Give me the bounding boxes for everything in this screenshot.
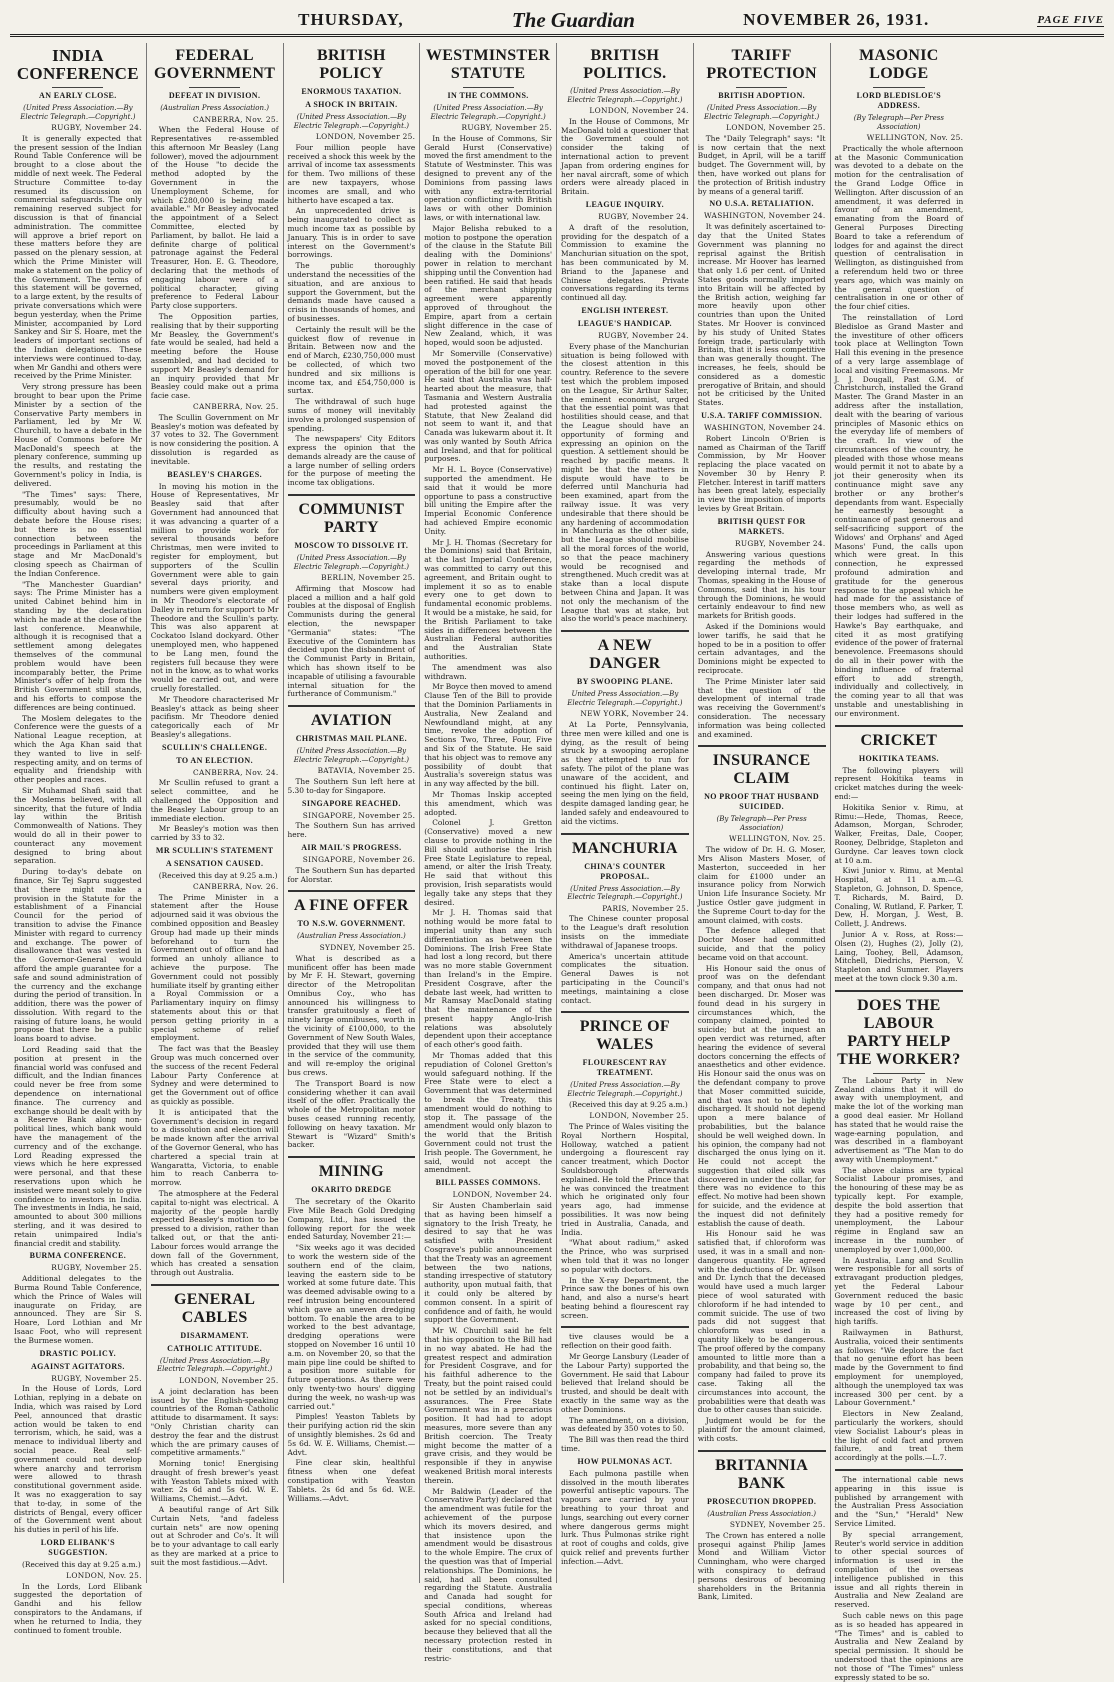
paragraph: The Southern Sun left here at 5.30 to-day for Singapore. bbox=[287, 777, 416, 795]
dateline: LONDON, November 25. bbox=[726, 123, 826, 132]
headline: WESTMINSTER STATUTE bbox=[426, 47, 551, 82]
paragraph: Lord Reading said that the position at present in the financial world was confused and difficult, and the Indian finances could never be free from some dependence on international finance. The currency and exchange should be dealt with by a Reserve Bank along non-political lines, which bank would have the management of the currency and of the exchange. Lord Reading expressed the views which he here expressed were personal, and that these reservations upon which he insisted were meant solely to give confidence to investors in India. The investments in India, he said, amounted to about 300 millions sterling, and it was desired to retain unimpaired India's financial credit and stability. bbox=[14, 1045, 142, 1248]
paragraph: Very strong pressure has been brought to bear upon the Prime Minister by a section of the Conservative Party members in Parliament, led by Mr W. Churchill, to have a debate in the House of Commons before Mr MacDonald's speech at the plenary conference, summing up the results, and restating the Government's policy in India, is delivered. bbox=[14, 382, 142, 488]
article-labour-party bbox=[835, 997, 964, 1463]
paragraph: The "Daily Telegraph" says: "It is now certain that the next Budget, in April, will be a tariff budget. The Government will, by then, have worked out plans for the protection of British industry by means of a general tariff. bbox=[697, 133, 826, 196]
headline: AVIATION bbox=[310, 712, 392, 730]
dateline: RUGBY, November 24. bbox=[51, 123, 142, 132]
dateline: RUGBY, November 25. bbox=[461, 123, 552, 132]
subheading: CHRISTMAS MAIL PLANE. bbox=[295, 734, 408, 744]
subheading: SCULLIN'S CHALLENGE. bbox=[161, 742, 268, 752]
subheading: DRASTIC POLICY. bbox=[39, 1348, 117, 1358]
article-aviation bbox=[288, 712, 416, 884]
paragraph: Four million people have received a shock this week by the arrival of income tax assessments for them. Two millions of these are new taxpayers, whose incomes are small, and who hitherto have escaped a tax. bbox=[287, 142, 416, 205]
headline: CRICKET bbox=[860, 731, 938, 749]
subheading: DEFEAT IN DIVISION. bbox=[168, 91, 261, 100]
dateline: PARIS, November 25. bbox=[602, 903, 689, 913]
subheading: SINGAPORE REACHED. bbox=[301, 798, 401, 808]
paragraph: The reinstallation of Lord Bledisloe as Grand Master and the investiture of other officers took place at Wellington Town Hall this evening in the presence of a very large assemblage of local and visiting Freemasons. Mr J. J. Dougall, Past G.M. of Christchurch, installed the Grand Master. The Grand Master in an address after the installation, dealt with the bearing of various principles of Masonic ethics on the everyday life of members of the craft. In view of the circumstances of the country, he pleaded with those whose means would permit it not to abate by a jot their generosity when its continuance might save any brother or any brother's dependants from want. Especially he earnestly besought a continuance of past generous and self-sacrificing support of the Widows' and Orphans' and Aged Masons' Fund, the calls upon which were great. In this connection, he expressed profound admiration and gratitude for the generous response to the appeal which he had made for the assistance of those members who, as well as their lodges had suffered in the Hawke's Bay earthquake, and cited it as most gratifying evidence of the power of fraternal benevolence. Freemasons should do all in their power with the binding influence of fraternal effort to add strength, individually and collectively, in the coming year to all that was unstable and unestablishing in our environment. bbox=[834, 312, 964, 718]
dateline: WELLINGTON, Nov. 25. bbox=[866, 133, 964, 142]
headline: BRITISH POLITICS. bbox=[583, 47, 667, 82]
dateline: WASHINGTON, November 24. bbox=[704, 422, 826, 432]
dateline: LONDON, November 25. bbox=[315, 132, 416, 141]
headline: PRINCE OF WALES bbox=[579, 1018, 670, 1054]
paragraph: It was definitely ascertained to-day that the United States Government was planning no reprisal against the British increase. Mr Hoover has learned that only 1.6 per cent. of United States goods normally imported into Britain will be affected by the British action, weighing far more heavily upon other countries than upon the United States. Mr Hoover is convinced by his study of United States foreign trade, particularly with Britain, that it is less competitive than was generally thought. The increases, he feels, should be considered as a domestic prerogative of Britain, and should not be criticised by the United States. bbox=[697, 222, 826, 408]
paragraph: His Honour said he was satisfied that, if chloroform was used, it was in a small and non-dangerous quantity. He agreed with the deductions of Dr. Wilson and Dr. Lynch that the deceased would have used a much larger piece of wool saturated with chloroform if he had intended to commit suicide. The use of two pads did not suggest that chloroform was used in a quantity likely to be dangerous. The proof offered by the company amounted to little more than a probability, and that being so, the company had failed to prove its case. Taking all the circumstances into account, the probabilities were that death was due to other causes than suicide. bbox=[697, 1229, 826, 1415]
paragraph: The Labour Party in New Zealand claims that it will do away with unemployment, and make the lot of the working man a good deal easier. Mr Holland has stated that he would raise the wage-earning population, and was described in a flamboyant advertisement as "The Man to do away with Unemployment." bbox=[834, 1075, 964, 1164]
article-britannia-bank bbox=[698, 1457, 826, 1603]
headline: MINING bbox=[318, 1163, 384, 1181]
paragraph: Every phase of the Manchurian situation is being followed with the closest attention in this country. Reference to the severe test which the problem imposed on the League, Sir Arthur Salter, the eminent economist, urged that the essential point was that hostilities should cease, and that the League should have an opportunity of forming and expressing an opinion on the question. A settlement should be reached by pacific means. It might be that the matters in dispute would have to be deferred until Manchuria had been examined, apart from the railway issue. It was very undesirable that there should be any hardening of accommodation in Manchuria as the other side, but the League should mobilise all the moral forces of the world, so that the peace machinery would be recognised and strengthened. Much credit was at stake than a local dispute between China and Japan. It was not only the mechanism of the League that was at stake, but also the world's peace machinery. bbox=[561, 341, 689, 624]
paragraph: Mr W. Churchill said he felt that his opposition to the Bill had in no way abated. He had the greatest respect and admiration for President Cosgrave, and for his faithful adherence to the Treaty, but the point raised could not be settled by an individual's assurances. The Free State Government was in a precarious position. It had had to adopt measures, more severe than any British coercion. The Treaty might become the matter of a grave crisis, and they would be responsible if they in anywise weakened British moral interests therein. bbox=[424, 1326, 552, 1485]
column-6 bbox=[694, 43, 831, 1602]
paragraph: Robert Lincoln O'Brien is named as Chairman of the Tariff Commission, by Mr Hoover replacing the place vacated on November 30 by Henry P. Fletcher. Interest in tariff matters has been great lately, especially in view the imposition of imports levies by Great Britain. bbox=[697, 433, 826, 514]
subheading: LEAGUE'S HANDICAP. bbox=[577, 318, 672, 328]
headline: FEDERAL GOVERNMENT bbox=[154, 47, 276, 82]
dateline: RUGBY, November 24. bbox=[598, 330, 689, 340]
paragraph: An unprecedented drive is being inaugurated to collect as much income tax as possible by January. This is in order to save interest on the Government's borrowings. bbox=[287, 206, 416, 260]
paragraph: By special arrangement, Reuter's world service in addition to other special sources of information is used in the compilation of the overseas intelligence published in this issue and all rights therein in Australia and New Zealand are reserved. bbox=[834, 1529, 964, 1610]
agency-credit: (United Press Association.—By Electric Telegraph.—Copyright.) bbox=[704, 104, 820, 121]
article-insurance-claim bbox=[698, 752, 826, 1443]
subheading: CATHOLIC ATTITUDE. bbox=[167, 1343, 263, 1353]
subheading: ENORMOUS TAXATION. bbox=[301, 87, 402, 96]
subheading: MR SCULLIN'S STATEMENT bbox=[155, 846, 274, 856]
subheading: BILL PASSES COMMONS. bbox=[435, 1178, 541, 1188]
article-prince-of-wales bbox=[561, 1018, 689, 1320]
paragraph: Major Belisha rebuked to a motion to postpone the operation of the clause in the Statute Bill dealing with the Dominions' power in relation to merchant shipping until the Convention had been ratified. He said that heads of the merchant shipping agreement were apparently approved of throughout the Empire, apart from a certain slight difference in the case of New Zealand, which, it was hoped, would soon be adjusted. bbox=[424, 223, 552, 348]
column-7 bbox=[831, 43, 968, 1682]
paragraph: "The Manchester Guardian" says: The Prime Minister has a united Cabinet behind him in standing by the declaration which he made at the close of the last conference. Meanwhile, although it is recognised that a settlement among delegates themselves of the communal problem would have been incomparably better, the Prime Minister's offer of help from the British Government still stands, and his efforts to compose the differences are being continued. bbox=[14, 579, 142, 712]
paragraph: "What about radium," asked the Prince, who was surprised when told that it was no longer so popular with doctors. bbox=[561, 1238, 689, 1274]
paragraph: The Moslem delegates to the Conference were the guests of a National League reception, at which the Aga Khan said that they wanted to live in self-respecting amity, and on terms of equality and friendship with other peoples and races. bbox=[14, 713, 142, 785]
article-british-policy bbox=[288, 47, 416, 488]
agency-credit: (Australian Press Association.) bbox=[297, 932, 406, 941]
headline: A FINE OFFER bbox=[294, 897, 409, 915]
column-3 bbox=[284, 43, 421, 1583]
paragraph: Mr J. H. Thomas (Secretary for the Dominions) said that Britain, at the last Imperial Conference, was committed to carry out this agreement, and Britain ought to implement it so as to enable every one to get down to fundamental economic problems. It would be a mistake, he said, for the British Parliament to take sides in differences between the Australian Federal authorities and the Australian State authorities. bbox=[424, 537, 552, 662]
dateline: RUGBY, November 24. bbox=[598, 211, 689, 221]
subheading: BEASLEY'S CHARGES. bbox=[167, 469, 263, 479]
paragraph: Mr Beasley's motion was then carried by 33 to 32. bbox=[150, 824, 279, 843]
subheading: TO AN ELECTION. bbox=[176, 755, 253, 765]
paragraph: The Prime Minister in a statement after the House adjourned said it was obvious the combined opposition and Beasley Group had made up their minds beforehand to turn the Government out of office and had formed an unholy alliance to achieve the purpose. The Government could not possibly humiliate itself by granting either a Royal Commission or a Parliamentary inquiry on flimsy statements about this or that person getting priority in a special scheme of relief employment. bbox=[150, 892, 279, 1043]
paragraph: Affirming that Moscow had placed a million and a half gold roubles at the disposal of English Communists during the general election, the newspaper "Germania" states: "The Executive of the Comintern has decided upon the disbandment of the Communist Party in Britain, which has shown itself to be incapable of utilising a favourable internal situation for the furtherance of Communism." bbox=[287, 583, 416, 699]
article-federal-government bbox=[151, 47, 279, 1278]
paragraph: The public thoroughly understand the necessities of the situation, and are anxious to support the Government, but the demands made have caused a crisis in thousands of homes, and of businesses. bbox=[287, 261, 416, 323]
headline: BRITANNIA BANK bbox=[715, 1456, 809, 1492]
paragraph: The following players will represent Hokitika teams in cricket matches during the week-end:— bbox=[834, 765, 964, 801]
agency-credit: (By Telegraph—Per Press Association) bbox=[716, 815, 807, 832]
paragraph: Kiwi Junior v. Rimu, at Mental Hospital, at 11 a.m.—G. Stapleton, G. Johnson, D. Spence, T. Richards, M. Baird, D. Conaling, W. Rutland, F. Parker, T. Dew, H. Morgan, J. West, B. Collett, J. Andrews. bbox=[834, 866, 964, 929]
paragraph: Mr Boyce then moved to amend Clause Ten of the Bill to provide that the Dominion Parliaments in Australia, New Zealand and Newfoundland might, at any time, revoke the adoption of Sections Two, Three, Four, Five and Six of the Statute. He said that his object was to remove any possibility of doubt that Australia's sovereign status was in any way affected by the bill. bbox=[424, 682, 552, 789]
subheading: NO PROOF THAT HUSBAND SUICIDED. bbox=[704, 792, 820, 812]
subheading: LORD BLEDISLOE'S ADDRESS. bbox=[856, 91, 942, 110]
paragraph: Sir Muhamad Shafi said that the Moslems believed, with all sincerity, that the future of India lay within the British Commonwealth of Nations. They would do all in their power to counteract any movement designed to bring about separation. bbox=[14, 785, 142, 866]
paragraph: Mr Thomas Inskip accepted this amendment, which was adopted. bbox=[424, 789, 552, 817]
paragraph: It is anticipated that the Government's decision in regard to a dissolution and election will be made known after the arrival of the Governor General, who has chartered a special train at Wangaratta, Victoria, to enable him to reach Canberra to-morrow. bbox=[150, 1107, 279, 1188]
agency-credit: (United Press Association.—By Electric Telegraph.—Copyright.) bbox=[293, 747, 409, 764]
paragraph: Answering various questions regarding the methods of developing internal trade, Mr Thomas, speaking in the House of Commons, said that in his tour through the Dominions, he would certainly endeavour to find new markets for British goods. bbox=[697, 549, 826, 621]
page-label: PAGE FIVE bbox=[1037, 13, 1104, 26]
article-communist-party bbox=[288, 501, 416, 699]
agency-credit: (United Press Association.—By Electric Telegraph.—Copyright.) bbox=[567, 884, 683, 902]
paragraph: Mr Scullin refused to grant a select committee, and he challenged the Opposition and the Beasley Labour group to an immediate election. bbox=[150, 778, 279, 823]
paragraph: In the Lords, Lord Elibank suggested the deportation of Gandhi and his fellow conspirators to the Andamans, if when he returned to India, they continued to foment trouble. bbox=[14, 1581, 142, 1635]
paragraph: Mr Thomas added that this repudiation of Colonel Gretton's would safeguard nothing. If the Free State were to elect a Government that was determined to break the Treaty, this amendment would do nothing to stop it. The passage of the amendment would only blazon to the world that the British Government could not trust the Irish people. The Government, he said, would not accept the amendment. bbox=[424, 1051, 552, 1175]
subheading: LORD ELIBANK'S SUGGESTION. bbox=[40, 1537, 116, 1557]
paragraph: The Transport Board is now considering whether it can avail itself of the offer. Practically the whole of the Metropolitan motor buses ceased running recently, following on heavy taxation. Mr Stewart is "Wizard" Smith's backer. bbox=[287, 1078, 416, 1150]
paragraph: The Opposition parties, realising that by their supporting Mr Beasley, the Government's fate would be sealed, had held a meeting before the House assembled, and had decided to support Mr Beasley's demand for an inquiry provided that Mr Beasley could make out a prima facie case. bbox=[150, 312, 279, 401]
article-british-politics bbox=[561, 47, 689, 624]
paragraph: (Received this day at 9.25 a.m.) bbox=[22, 1559, 141, 1569]
paragraph: Electors in New Zealand, particularly the workers, should view Socialist Labour's pleas in the light of cold fact and proven failure, and treat them accordingly at the polls.—L.7. bbox=[834, 1409, 964, 1463]
advertisement: A beautiful range of Art Silk Curtain Nets, "and fadeless curtain nets" are now opening out at Schroder and Co's. It will be to your advantage to call early as they are marked at a price to suit the most fastidious.—Advt. bbox=[150, 1505, 279, 1567]
article-mining bbox=[288, 1163, 416, 1503]
article-india-conference bbox=[14, 47, 142, 1635]
paragraph: The amendment was also withdrawn. bbox=[424, 662, 552, 681]
subheading: FLOURESCENT RAY TREATMENT. bbox=[582, 1058, 668, 1078]
paragraph: (Received this day at 9.25 a.m.) bbox=[158, 871, 278, 881]
agency-credit: (United Press Association.—By Electric Telegraph.—Copyright.) bbox=[567, 1081, 683, 1098]
subheading: AN EARLY CLOSE. bbox=[39, 91, 117, 100]
dateline: CANBERRA, Nov. 25. bbox=[192, 114, 279, 124]
paragraph: In the X-ray Department, the Prince saw the bones of his own hand, and also a nurse's heart beating behind a flourescent ray screen. bbox=[561, 1275, 689, 1320]
paragraph: Mr George Lansbury (Leader of the Labour Party) supported the Government. He said that Labour believed that Ireland should be trusted, and should be dealt with exactly in the same way as the other Dominions. bbox=[561, 1352, 689, 1414]
paragraph: Colonel J. Gretton (Conservative) moved a new clause to provide nothing in the Bill should authorise the Irish Free State Legislature to repeal, amend, or alter the Irish Treaty. He said that without this provision, Irish separatists would legally take any steps that they desired. bbox=[424, 818, 552, 907]
paragraph: Hokitika Senior v. Rimu, at Rimu:—Hede, Thomas, Reece, Adamson, Morgan, Schroder, Walker, Freitas, Dale, Cooper, Rooney, Delbridge, Stapleton and Gurdyne. Car leaves town clock at 10 a.m. bbox=[834, 802, 964, 865]
paragraph: The Southern Sun has departed for Alorstar. bbox=[287, 865, 416, 884]
paragraph: The Bill was then read the third time. bbox=[561, 1435, 689, 1454]
paragraph: During to-day's debate on finance, Sir Tej Sapru suggested that there might make a provision in the Statute for the establishment of a Financial Council for the period of transition to advise the Finance Minister with regard to currency and exchange. The power of disallowance that was vested in the Governor-General would afford the ample guarantee for a safe and sound administration of the currency and the exchange during the period of transition. In addition, there was the power of dissolution. With regard to the raising of future loans, he would propose that there be a public loans board to advise. bbox=[14, 867, 142, 1044]
paragraph: The defence alleged that Doctor Moser had committed suicide, and that the policy became void on that account. bbox=[697, 926, 826, 962]
paragraph: The amendment, on a division, was defeated by 350 votes to 50. bbox=[561, 1415, 689, 1434]
dateline: WELLINGTON, Nov. 25. bbox=[729, 834, 826, 844]
paragraph: Mr J. H. Thomas said that nothing would be more fatal to imperial unity than any such differentiation as between the Dominions. The Irish Free State had lost a long record, but there was no more stable Government than Ireland's in the Empire. President Cosgrave, after the debate last week, had written to Mr Ramsay MacDonald stating that the maintenance of the present happy Anglo-Irish relations was absolutely dependent upon their acceptance of each other's good faith. bbox=[424, 908, 552, 1050]
paragraph: The Scullin Government on Mr Beasley's motion was defeated by 37 votes to 32. The Government is now considering the position. A dissolution is regarded as inevitable. bbox=[150, 412, 279, 466]
subheading: HOW PULMONAS ACT. bbox=[577, 1456, 673, 1466]
paragraph: In the House of Commons, Mr MacDonald told a questioner that the Government could not consider the taking of international action to prevent Japan from ordering engines for her naval aircraft, some of which orders were already placed in Britain. bbox=[561, 116, 689, 197]
subheading: AGAINST AGITATORS. bbox=[31, 1361, 125, 1371]
columns bbox=[10, 43, 1104, 1682]
dateline: SINGAPORE, November 26. bbox=[302, 855, 416, 865]
column-2 bbox=[147, 43, 284, 1583]
article-continued bbox=[561, 1333, 689, 1566]
issue-day: THURSDAY, bbox=[298, 10, 404, 29]
paper-title: The Guardian bbox=[511, 7, 635, 32]
subheading: MOSCOW TO DISSOLVE IT. bbox=[294, 541, 409, 551]
headline: MASONIC LODGE bbox=[859, 47, 939, 82]
headline: COMMUNIST PARTY bbox=[298, 501, 405, 537]
dateline: CANBERRA, Nov. 25. bbox=[192, 402, 279, 411]
dateline: CANBERRA, Nov. 26. bbox=[192, 881, 279, 891]
paragraph: When the Federal House of Representatives re-assembled this afternoon Mr Beasley (Lang follower), moved the adjournment of the House "to decide the method adopted by the Government in the Unemployment Scheme, for which £280,000 is being made available." Mr Beasley advocated the appointment of a Select Committee, elected by Parliament, by ballot. He laid a definite charge of political patronage against the Federal Treasurer, Hon. E. G. Theodore, declaring that the methods of engaging labour were of a political character, giving preference to Federal Labour Party close supporters. bbox=[150, 125, 279, 311]
agency-credit: (United Press Association.—By Electric Telegraph.—Copyright.) bbox=[293, 113, 409, 130]
paragraph: "The Times" says: There, presumably, would be no difficulty about having such a debate before the House rises; but there is no essential connection between the proceedings in Parliament at this stage and Mr MacDonald's closing speech as Chairman of the Indian Conference. bbox=[14, 489, 142, 578]
paragraph: In the House of Commons, Sir Gerald Hurst (Conservative) moved the first amendment to the Statute of Westminster. This was designed to prevent any of the Dominions from passing laws with any extra-territorial operation conflicting with British laws or with other Dominion laws, or with international law. bbox=[424, 133, 552, 222]
dateline: RUGBY, November 25. bbox=[51, 1263, 142, 1273]
paragraph: The atmosphere at the Federal capital to-night was electrical. A majority of the people hardly expected Beasley's motion to be pressed to a division, rather than talked out, or that the anti-Labour forces would arrange the down fall of the Government, which has created a sensation through out Australia. bbox=[150, 1188, 279, 1278]
article-manchuria bbox=[561, 840, 689, 1006]
column-1 bbox=[10, 43, 147, 1635]
subheading: ENGLISH INTEREST. bbox=[581, 305, 669, 315]
subheading: BURMA CONFERENCE. bbox=[29, 1251, 127, 1261]
dateline: WASHINGTON, November 24. bbox=[704, 211, 826, 221]
paragraph: In moving his motion in the House of Representatives, Mr Beasley said that after Government had announced that it was advancing a quarter of a million to provide work for several thousands before Christmas, men were invited to register for employment, but supporters of the Scullin Government were able to gain several days priority, and numbers were given employment in Mr Theodore's electorate of Dalley in return for support to Mr Theodore and the Scullin's party. This was also apparent at Cockatoo Island dockyard. Other unemployed men, who happened to be Lang men, found the registers full because they were not in the know, as to what works would be carried out, and were cruelly forestalled. bbox=[150, 481, 279, 693]
paragraph: The withdrawal of such huge sums of money will inevitably involve a prolonged suspension of spending. bbox=[287, 397, 416, 433]
paragraph: The Prince of Wales visiting the Royal Northern Hospital, Holloway, watched a patient undergoing a flourescent ray cancer treatment, which Doctor Souldsborough afterwards explained. He told the Prince that he was convinced the treatment which he originated only four years ago, had immense possibilities. It was now being tried in Australia, Canada, and India. bbox=[561, 1121, 689, 1237]
headline: INDIA CONFERENCE bbox=[16, 46, 139, 83]
agency-credit: United Press Association.—By Electric Telegraph.—Copyright.) bbox=[567, 690, 683, 707]
paragraph: A joint declaration has been issued by the English-speaking countries of the Roman Catholic attitude to disarmament. It says: "Only Christian charity can destroy the fear and the distrust which the are primary causes of competitive armaments." bbox=[150, 1386, 279, 1458]
subheading: IN THE COMMONS. bbox=[447, 91, 529, 100]
article-masonic-lodge bbox=[835, 47, 964, 719]
paragraph: The Prime Minister later said that the question of the development of internal trade was receiving the Government's consideration. The necessary information was being collected and examined. bbox=[697, 676, 826, 739]
subheading: LEAGUE INQUIRY. bbox=[585, 199, 665, 209]
dateline: NEW YORK, November 24. bbox=[580, 709, 689, 719]
paragraph: It is generally expected that the present session of the Indian Round Table Conference will be brought to a close about the middle of next week. The Federal Structure Committee to-day resumed its discussion on commercial safeguards. The only remaining reserved subject for discussion is that of financial administration. The committee will approve a brief report on these matters before they are passed on the plenary session, at which the Prime Minister will make a statement on the policy of the Government. The terms of this statement will be governed, to a large extent, by the results of private conversations which were begun yesterday, when the Prime Minister, accompanied by Lord Sankey and Sir S. Hoare, met the leaders of important sections of the Indian delegations. These interviews were continued to-day, when Mr Gandhi and others were received by the Prime Minister. bbox=[14, 133, 142, 381]
headline: TARIFF PROTECTION bbox=[706, 47, 817, 82]
headline: GENERAL CABLES bbox=[174, 1290, 256, 1326]
paragraph: Such cable news on this page as is so headed has appeared in "The Times" and is cabled to Australia and New Zealand by special permission. It should be understood that the opinions are not those of "The Times" unless expressly stated to be so. bbox=[834, 1610, 964, 1682]
article-cricket bbox=[835, 732, 964, 984]
subheading: OKARITO DREDGE bbox=[311, 1185, 392, 1195]
column-5 bbox=[557, 43, 694, 1583]
dateline: BERLIN, November 25. bbox=[321, 573, 416, 583]
paragraph: His Honour said the onus of proof was on the defendant company, and that onus had not been discharged. Dr. Moser was found dead in his surgery in circumstances which, the company claimed, pointed to suicide; but at the inquest an open verdict was returned, after hearing the evidence of several doctors concerning the effects of anaesthetics and other evidence. His Honour said the onus was on the defendant company to prove that Moser committed suicide, and that was not to be lightly discharged. It should not depend upon a mere balance of probabilities, but the balance should be well weighed down. In his opinion, the company had not discharged the onus lying on it. He could not accept the suggestion that oiled silk was discovered in under the collar, for there was no evidence to this effect. No motive had been shown for suicide, and the evidence at the inquest did not definitely establish the cause of death. bbox=[697, 963, 826, 1228]
paragraph: "Six weeks ago it was decided to work the western side of the southern end of the claim, leaving the eastern side to be worked at some future date. This was deemed advisable owing to a reef intrusion being encountered which gave an uneven dredging bottom. To enable the area to be worked to the best advantage, dredging operations were stopped on November 16 until 10 a.m. on November 20, so that the main pipe line could be shifted to a position more suitable for future operations. As there were only twenty-two hours' digging during the week, no wash-up was carried out." bbox=[287, 1243, 416, 1411]
paragraph: The Southern Sun has arrived here. bbox=[287, 821, 416, 840]
issue-date: NOVEMBER 26, 1931. bbox=[743, 10, 930, 29]
dateline: SYDNEY, November 25. bbox=[319, 942, 416, 952]
agency-credit: (United Press Association.—By Electric Telegraph.—Copyright.) bbox=[293, 554, 409, 571]
subheading: TO N.S.W. GOVERNMENT. bbox=[297, 919, 406, 929]
paragraph: Asked if the Dominions would lower tariffs, he said that he hoped to be in a position to offer certain advantages, and the Dominions might be expected to reciprocate. bbox=[697, 622, 826, 676]
paragraph: In Australia, Lang and Scullin were responsible for all sorts of extravagant production pledges, yet the Federal Labour Government reduced the basic wage by 10 per cent., and increased the cost of living by high tariffs. bbox=[834, 1255, 964, 1327]
dateline: BATAVIA, November 25. bbox=[317, 766, 416, 776]
article-general-cables bbox=[151, 1291, 279, 1568]
advertisement: Morning tonic! Energising draught of fresh brewer's yeast with Yeaston Tablets mixed with water. 2s 6d and 5s 6d. W. E. Williams, Chemist.—Advt. bbox=[150, 1459, 279, 1504]
paragraph: Judgment would be for the plaintiff for the amount claimed, with costs. bbox=[697, 1416, 826, 1443]
paragraph: Mr H. L. Boyce (Conservative) supported the amendment. He said that it would be more opportune to pass a constructive bill uniting the Empire after the Imperial Economic Conference had achieved Empire economic Unity. bbox=[424, 465, 552, 536]
dateline: RUGBY, November 24. bbox=[734, 538, 826, 548]
agency-credit: (Australian Press Association.) bbox=[707, 1509, 816, 1518]
dateline: RUGBY, November 25. bbox=[51, 1373, 142, 1383]
dateline: LONDON, November 25. bbox=[589, 1111, 689, 1121]
paragraph: The fact was that the Beasley Group was much concerned over the success of the recent Federal Labour Party Conference at Sydney and were determined to get the Government out of office as quickly as possible. bbox=[150, 1044, 279, 1106]
article-new-danger bbox=[561, 637, 689, 826]
paragraph: Mr Baldwin (Leader of the Conservative Party) declared that the amendment was futile for the achievement of the purpose which its movers desired, and that insistence upon the amendment would be disastrous to the whole Empire. The crux of the question was that of Imperial relationships. The Dominions, he said, had all been consulted regarding the Statute. Australia and Canada had sought for special conditions, whereas South Africa and Ireland had asked for no special conditions, because they believed that all the necessary protection rested in their constitutions, and that restric- bbox=[424, 1486, 552, 1663]
dateline: LONDON, November 24. bbox=[452, 1190, 552, 1200]
paragraph: America's uncertain attitude complicates the situation. General Dawes is not participating in the Council's meetings, maintaining a close contact. bbox=[561, 951, 689, 1005]
dateline: CANBERRA, Nov. 24. bbox=[192, 767, 279, 777]
dateline: LONDON, Nov. 25. bbox=[66, 1570, 142, 1580]
paragraph: Mr Somerville (Conservative) moved the postponement of the operation of the bill for one year. He said that Australia was half-hearted about the measure, that Tasmania and Western Australia had protested against the Statute, that New Zealand did not seem to want it, and that Canada was lukewarm about it. It was only wanted by South Africa and Ireland, and that for political purposes. bbox=[424, 348, 552, 464]
paragraph: Additional delegates to the Burma Round Table Conference, which the Prince of Wales will inaugurate on Friday, are announced. They are Sir S. Hoare, Lord Lothian and Mr Isaac Foot, who will represent the Burmese women. bbox=[14, 1274, 142, 1345]
headline: INSURANCE CLAIM bbox=[712, 752, 811, 788]
paragraph: What is described as a munificent offer has been made by Mr F. H. Stewart, governing director of the Metropolitan Omnibus Coy., who has announced his willingness to transfer gratuitously a fleet of ninety large omnibuses, worth in the vicinity of £100,000, to the Government of New South Wales, provided that they will use them in the service of the community, and will re-employ the original bus crews. bbox=[287, 953, 416, 1078]
paragraph: The Chinese counter proposal to the League's draft resolution insists on the immediate withdrawal of Japanese troops. bbox=[561, 914, 689, 950]
column-4 bbox=[420, 43, 557, 1663]
agency-credit: (United Press Association.—By Electric Telegraph.—Copyright.) bbox=[567, 87, 683, 104]
paragraph: The secretary of the Okarito Five Mile Beach Gold Dredging Company, Ltd., has issued the following report for the week ended Saturday, November 21:— bbox=[287, 1197, 416, 1242]
paragraph: Junior A v. Ross, at Ross:—Olsen (2), Hughes (2), Jolly (2), Laing, Toohey, Bell, Adamson, Mitchell, Diedrichs, Pierson, V. Stapleton and Summer. Players meet at the town clock 9.30 a.m. bbox=[834, 929, 964, 983]
subheading: BRITISH QUEST FOR MARKETS. bbox=[717, 516, 806, 536]
subheading: HOKITIKA TEAMS. bbox=[858, 753, 939, 763]
agency-credit: (United Press Association.—By Electric Telegraph.—Copyright.) bbox=[430, 104, 546, 121]
paragraph: In the House of Lords, Lord Lothian, replying in a debate on India, which was raised by Lord Peel, announced that drastic action would be taken to end terrorism, which, he said, was a menace to individual liberty and social peace. Real self-government could not develop where anarchy and terrorism were allowed to thrash constitutional government aside. It was no exaggeration to say that to-day, in some of the districts of Bengal, every officer of the Government went about his duties in peril of his life. bbox=[14, 1384, 142, 1535]
agency-credit: (Australian Press Association.) bbox=[160, 104, 269, 112]
paragraph: Sir Austen Chamberlain said that as having been himself a signatory to the Irish Treaty, he desired to say that he was satisfied with President Cosgrave's public announcement that the Treaty was an agreement between the two nations, standing irrespective of statutory authority, upon mutual faith, that it could only be altered by common consent. In a spirit of confidence and of faith, he would support the Government. bbox=[424, 1201, 552, 1325]
advertisement: Fine clear skin, healthful fitness when one defeat constipation with Yeaston Tablets. 2s 6d and 5s 6d. W.E. Williams.—Advt. bbox=[287, 1458, 416, 1503]
subheading: CHINA'S COUNTER PROPOSAL. bbox=[584, 861, 666, 881]
subheading: AIR MAIL'S PROGRESS. bbox=[301, 843, 402, 853]
paragraph: The above claims are typical Socialist Labour promises, and the honouring of these may be as typically kept. For example, despite the bold assertion that they had a positive remedy for unemployment, the Labour régime in England saw an increase in the number of unemployed by over 1,000,000. bbox=[834, 1165, 964, 1254]
agency-credit: (United Press Association.—By Electric Telegraph.—Copyright.) bbox=[157, 1356, 273, 1374]
headline: BRITISH POLICY bbox=[316, 47, 386, 82]
subheading: A SHOCK IN BRITAIN. bbox=[305, 100, 398, 109]
paragraph: The newspapers' City Editors express the opinion that the demands already are the cause of a large number of selling orders for the purpose of meeting the income tax obligations. bbox=[287, 434, 416, 488]
paragraph: tive clauses would be a reflection on their good faith. bbox=[561, 1332, 689, 1351]
subheading: PROSECUTION DROPPED. bbox=[706, 1496, 817, 1506]
advertisement: Each pulmona pastille when dissolved in the mouth liberates powerful antiseptic vapours. The vapours are carried by your breathing to your throat and lungs, searching out every corner where dangerous germs might lurk. Thus Pulmonas strike right at root of coughs and colds, give quick relief and prevents further infection.—Advt. bbox=[561, 1468, 689, 1566]
paragraph: Railwaymen in Bathurst, Australia, voiced their sentiments as follows: "We deplore the fact that no genuine effort has been made by the Government to find employment for unemployed, although the unemployed tax was increased 300 per cent. by a Labour Government." bbox=[834, 1328, 964, 1408]
paragraph: The Crown has entered a nolle prosequi against Philip James Mond and William Victor Cunningham, who were charged with conspiracy to defraud persons desirous of becoming shareholders in the Britannia Bank, Limited. bbox=[697, 1530, 826, 1602]
paragraph: The international cable news appearing in this issue is published by arrangement with the Australian Press Association and the "Sun," "Herald" New Service Limited. bbox=[834, 1474, 964, 1528]
agency-credit: (By Telegraph—Per Press Association) bbox=[853, 114, 944, 131]
dateline: SYDNEY, November 25. bbox=[729, 1520, 826, 1530]
article-tariff-protection bbox=[698, 47, 826, 739]
dateline: LONDON, November 25. bbox=[179, 1375, 279, 1385]
article-westminster-statute bbox=[424, 47, 552, 1663]
paragraph: A draft of the resolution, providing for the despatch of a Commission to examine the Manchurian situation on the spot, has been communicated by M. Briand to the Japanese and Chinese delegates. Private conversations regarding its terms continued all day. bbox=[561, 222, 689, 303]
advertisement: Pimples! Yeaston Tablets by their purifying action rid the skin of unsightly blemishes. 2s 6d and 5s 6d. W. E. Williams, Chemist.—Advt. bbox=[287, 1412, 416, 1457]
subheading: DISARMAMENT. bbox=[180, 1330, 249, 1340]
headline: DOES THE LABOUR PARTY HELP THE WORKER? bbox=[837, 996, 961, 1068]
article-notices bbox=[835, 1476, 964, 1682]
paragraph: Certainly the result will be the quickest flow of revenue in Britain. Between now and the end of March, £230,750,000 must be collected, of which two hundred and six millions is income tax, and £54,750,000 is surtax. bbox=[287, 324, 416, 396]
masthead bbox=[10, 6, 1104, 37]
paragraph: Practically the whole afternoon at the Masonic Communication was devoted to a debate on the motion for the centralisation of the Grand Lodge Office in Wellington. After discussion of an amendment, it was deferred in favour of an amendment, emanating from the Board of General Purposes Directing Board to take a referendum of lodges for and against the direct question of centralisation in Wellington, as distinguished from a referendum held two or three years ago, which was mainly on the general question of centralisation in one or other of the four chief cities. bbox=[834, 143, 964, 312]
subheading: U.S.A. TARIFF COMMISSION. bbox=[701, 410, 823, 420]
paragraph: (Received this day at 9.25 a.m.) bbox=[569, 1100, 688, 1110]
article-fine-offer bbox=[288, 897, 416, 1150]
dateline: LONDON, November 24. bbox=[589, 106, 689, 115]
paragraph: The widow of Dr. H. G. Moser, Mrs Alison Masters Moser, of Masterton, succeeded in her claim for £1000 under an insurance policy from Norwich Union Life Insurance Society. Mr Justice Ostler gave judgment in the Supreme Court to-day for the amount claimed, with costs. bbox=[697, 845, 826, 925]
agency-credit: (United Press Association.—By Electric Telegraph.—Copyright.) bbox=[20, 104, 136, 121]
dateline: SINGAPORE, November 25. bbox=[302, 810, 416, 820]
subheading: BY SWOOPING PLANE. bbox=[576, 677, 673, 687]
subheading: NO U.S.A. RETALIATION. bbox=[709, 199, 814, 209]
headline: MANCHURIA bbox=[571, 839, 678, 857]
subheading: BRITISH ADOPTION. bbox=[718, 91, 806, 100]
subheading: A SENSATION CAUSED. bbox=[165, 859, 264, 869]
paragraph: At La Porte, Pennsylvania, three men were killed and one is dying, as the result of being struck by a swooping aeroplane as they attempted to run for safety. The pilot of the plane was unaware of the accident, and continued his flight. Later on, seeing the men lying on the field, despite damaged landing gear, he landed safely and endeavoured to aid the victims. bbox=[561, 720, 689, 826]
paragraph: Mr Theodore characterised Mr Beasley's attack as being sheer pacifism. Mr Theodore denied categorically each of Mr Beasley's allegations. bbox=[150, 694, 279, 739]
headline: A NEW DANGER bbox=[589, 637, 661, 673]
